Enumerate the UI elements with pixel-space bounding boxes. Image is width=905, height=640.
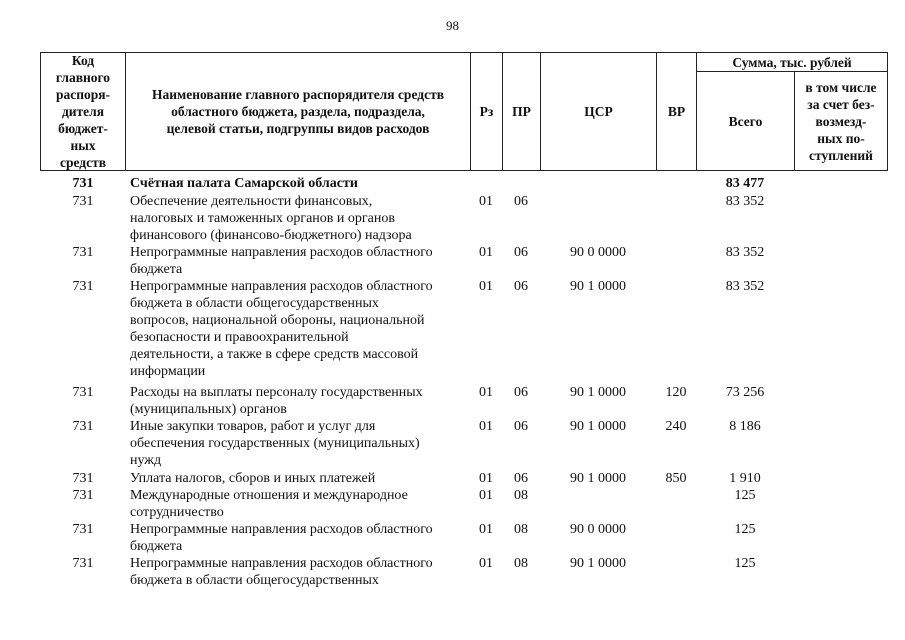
header-kod-cell [40,52,126,171]
row-pr: 08 [514,488,528,503]
row-name-line: Иные закупки товаров, работ и услуг для [130,419,376,434]
row-name-line: финансового (финансово-бюджетного) надзора [130,228,412,243]
row-name-line: бюджета [130,262,183,277]
row-csr: 90 1 0000 [570,471,626,486]
header-pr-cell [502,52,541,171]
row-name-line: налоговых и таможенных органов и органов [130,211,395,226]
header-csr-cell [540,52,657,171]
row-name [130,193,470,244]
header-kod-line: средств [59,155,107,170]
row-rz: 01 [479,556,493,571]
row-name-line: бюджета в области общегосударственных [130,296,379,311]
row-rz: 01 [479,194,493,209]
row-vr: 850 [665,471,687,486]
row-csr: 90 0 0000 [570,245,626,260]
header-name-text [152,86,444,137]
row-name-line: Непрограммные направления расходов областного [130,522,433,537]
row-kod: 731 [72,556,94,571]
header-free-line: возмезд- [815,113,867,129]
row-pr: 06 [514,385,528,400]
header-kod-line: Код [71,53,95,68]
row-name [130,470,470,487]
row-rz: 01 [479,419,493,434]
row-csr: 90 1 0000 [570,556,626,571]
row-kod: 731 [72,385,94,400]
header-sum-group-cell [696,52,888,72]
row-csr: 90 1 0000 [570,385,626,400]
row-name [130,487,470,521]
row-name [130,418,470,469]
row-total: 125 [734,556,756,571]
header-name-line: Наименование главного распорядителя средств [151,87,444,102]
row-name-line: нужд [130,453,162,468]
header-free-line: ных по- [817,130,865,146]
header-free-cell [794,71,888,171]
row-total: 125 [734,488,756,503]
header-free-line: ступлений [809,147,873,163]
header-free-line: в том числе [805,79,877,95]
row-rz: 01 [479,471,493,486]
header-free-text [805,79,876,164]
header-kod-text [56,52,110,171]
header-name-cell [125,52,471,171]
row-total: 83 352 [725,279,765,294]
header-kod-line: главного [55,70,111,85]
row-name [130,175,470,192]
row-pr: 06 [514,471,528,486]
row-vr: 240 [665,419,687,434]
header-kod-line: ных [70,138,96,153]
row-name-line: вопросов, национальной обороны, национальной [130,313,425,328]
row-kod: 731 [72,279,94,294]
header-total: Всего [728,113,763,129]
header-vr-cell [656,52,697,171]
header-rz: Рз [479,104,494,119]
row-name-line: Непрограммные направления расходов областного [130,279,433,294]
row-pr: 06 [514,279,528,294]
row-name [130,555,470,589]
row-name-line: Уплата налогов, сборов и иных платежей [130,471,376,486]
row-name [130,384,470,418]
row-pr: 08 [514,556,528,571]
row-name-line: Непрограммные направления расходов областного [130,245,433,260]
row-vr: 120 [665,385,687,400]
row-kod: 731 [72,176,94,191]
header-name-line: областного бюджета, раздела, подраздела, [171,104,425,119]
row-name-line: обеспечения государственных (муниципальных) [130,436,420,451]
row-name-line: сотрудничество [130,505,224,520]
row-csr: 90 1 0000 [570,279,626,294]
row-name [130,244,470,278]
row-name-line: (муниципальных) органов [130,402,287,417]
header-pr: ПР [512,104,531,119]
row-kod: 731 [72,194,94,209]
row-pr: 06 [514,194,528,209]
row-total: 8 186 [729,419,761,434]
row-pr: 08 [514,522,528,537]
row-name-line: информации [130,364,206,379]
header-sum-group: Сумма, тыс. рублей [732,54,852,70]
row-pr: 06 [514,419,528,434]
row-name-line: Обеспечение деятельности финансовых, [130,194,373,209]
header-rz-cell [470,52,503,171]
header-kod-line: дителя [61,104,105,119]
row-kod: 731 [72,522,94,537]
row-kod: 731 [72,419,94,434]
row-name-line: Расходы на выплаты персоналу государственных [130,385,423,400]
row-name-line: безопасности и правоохранительной [130,330,349,345]
row-total: 83 352 [725,245,765,260]
row-total: 83 352 [725,194,765,209]
row-kod: 731 [72,488,94,503]
row-kod: 731 [72,471,94,486]
header-vr: ВР [667,104,686,119]
row-pr: 06 [514,245,528,260]
row-total: 83 477 [725,176,765,191]
row-name-line: Счётная палата Самарской области [130,176,358,191]
row-name [130,278,470,380]
row-name [130,521,470,555]
header-free-line: за счет без- [807,96,875,112]
row-total: 1 910 [729,471,761,486]
row-name-line: бюджета в области общегосударственных [130,573,379,588]
header-kod-line: распоря- [55,87,111,102]
row-rz: 01 [479,385,493,400]
row-rz: 01 [479,488,493,503]
row-rz: 01 [479,522,493,537]
header-total-cell [696,71,795,171]
row-name-line: Международные отношения и международное [130,488,408,503]
row-name-line: бюджета [130,539,183,554]
row-kod: 731 [72,245,94,260]
row-rz: 01 [479,279,493,294]
row-csr: 90 1 0000 [570,419,626,434]
header-kod-line: бюджет- [58,121,108,136]
page-number: 98 [446,18,459,33]
row-rz: 01 [479,245,493,260]
row-name-line: деятельности, а также в сфере средств массовой [130,347,419,362]
row-total: 125 [734,522,756,537]
header-name-line: целевой статьи, подгруппы видов расходов [166,121,430,136]
row-name-line: Непрограммные направления расходов областного [130,556,433,571]
row-csr: 90 0 0000 [570,522,626,537]
row-total: 73 256 [725,385,765,400]
header-csr: ЦСР [584,104,613,119]
